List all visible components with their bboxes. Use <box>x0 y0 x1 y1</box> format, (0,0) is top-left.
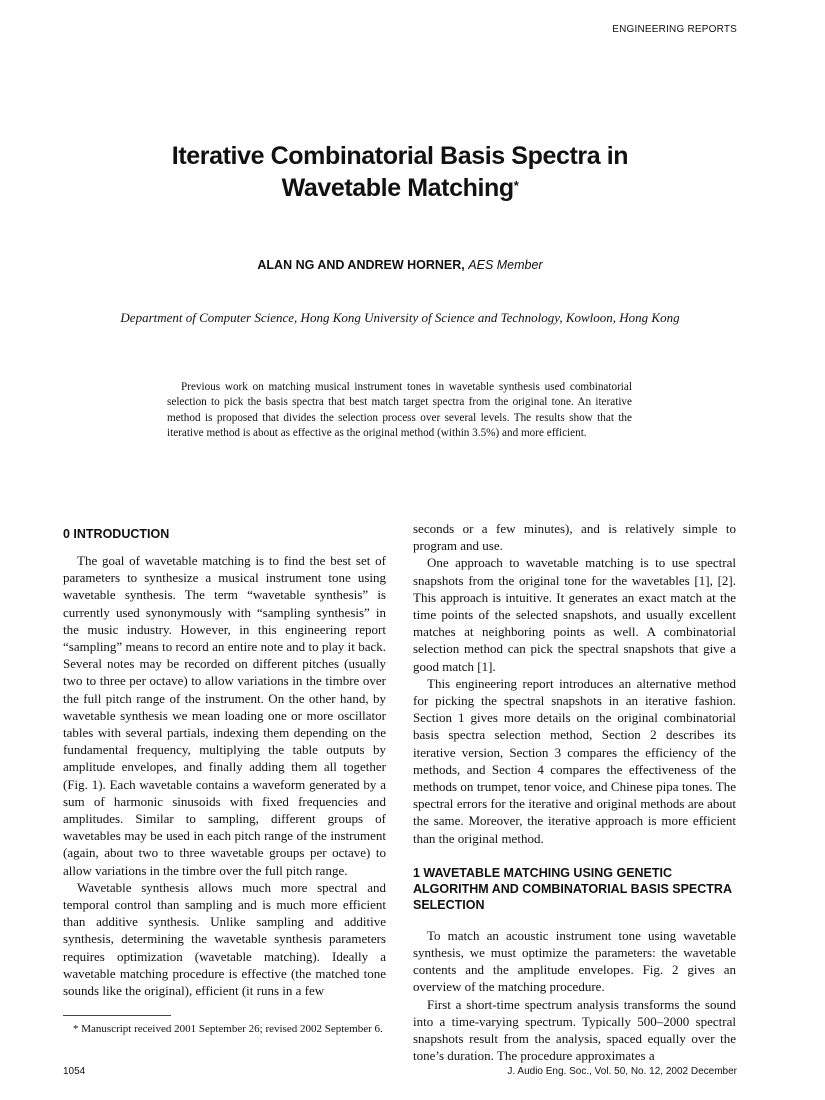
title-line-1: Iterative Combinatorial Basis Spectra in <box>171 142 629 170</box>
author-line <box>100 258 700 272</box>
title-line-2: Wavetable Matching <box>281 174 514 202</box>
body-paragraph: First a short-time spectrum analysis transforms the sound into a time-varying spectrum. Typically 500–2000 spectral snapshots result from the analysis, spaced equally over the tone’s duration. The procedure approximates a <box>413 996 736 1064</box>
right-column <box>413 520 736 1064</box>
footnote-divider <box>63 1015 171 1016</box>
body-paragraph: This engineering report introduces an alternative method for picking the spectral snapshots in an iterative fashion. Section 1 gives more details on the original combinatorial basis spectra selection method, Section 2 describes its iterative version, Section 3 compares the efficiency of the methods, and Section 4 compares the effectiveness of the methods on trumpet, tenor voice, and Chinese pipa tones. The spectral errors for the iterative and original methods are about the same. Moreover, the iterative approach is more efficient than the original method. <box>413 675 736 846</box>
section-heading-wavetable-matching: 1 WAVETABLE MATCHING USING GENETIC ALGORITHM AND COMBINATORIAL BASIS SPECTRA SELECTION <box>413 865 732 912</box>
running-head: ENGINEERING REPORTS <box>612 24 737 35</box>
affiliation: Department of Computer Science, Hong Kong University of Science and Technology, Kowloon, Hong Kong <box>120 310 680 325</box>
body-paragraph: To match an acoustic instrument tone using wavetable synthesis, we must optimize the parameters: the wavetable contents and the amplitude envelopes. Fig. 2 gives an overview of the matching procedure. <box>413 927 736 995</box>
paper-title <box>100 140 700 204</box>
page-number: 1054 <box>63 1066 86 1077</box>
author-membership: AES Member <box>468 258 543 272</box>
author-names: ALAN NG AND ANDREW HORNER, <box>257 258 465 272</box>
title-footnote-marker: * <box>513 178 519 193</box>
body-paragraph: Wavetable synthesis allows much more spectral and temporal control than sampling and is much more efficient than additive synthesis. Unlike sampling and additive synthesis, determining the wavetable synthesis parameters requires optimization (wavetable matching). Ideally a wavetable matching procedure is effective (the matched tone sounds like the original), efficient (it runs in a few <box>63 879 386 999</box>
section-heading-introduction: 0 INTRODUCTION <box>63 527 170 541</box>
footnote: * Manuscript received 2001 September 26; revised 2002 September 6. <box>73 1023 383 1035</box>
journal-citation: J. Audio Eng. Soc., Vol. 50, No. 12, 2002 December <box>507 1066 737 1077</box>
body-paragraph: One approach to wavetable matching is to use spectral snapshots from the original tone for the wavetables [1], [2]. This approach is intuitive. It generates an exact match at the time points of the selected snapshots, and usually excellent matches at neighboring points as well. A combinatorial selection method can pick the spectral snapshots that give a good match [1]. <box>413 555 736 674</box>
body-paragraph-continued: seconds or a few minutes), and is relatively simple to program and use. <box>413 521 736 554</box>
body-paragraph: The goal of wavetable matching is to find the best set of parameters to synthesize a musical instrument tone using wavetable synthesis. The term “wavetable synthesis” is currently used synonymously with “sampling synthesis” in the music industry. However, in this engineering report “sampling” means to record an entire note and to play it back. Several notes may be recorded on different pitches (usually two to three per octave) to allow variations in the timbre over the full pitch range of the instrument. On the other hand, by wavetable synthesis we mean loading one or more oscillator tables with several partials, indexing them depending on the fundamental frequency, multiplying the table outputs by amplitude envelopes, and finally adding them all together (Fig. 1). Each wavetable contains a waveform generated by a sum of harmonic sinusoids with fixed frequencies and amplitudes. Similar to sampling, different groups of wavetables may be used in each pitch range of the instrument (again, about two to three wavetable groups per octave) to allow variations in the timbre over the full pitch range. <box>63 553 386 878</box>
abstract: Previous work on matching musical instrument tones in wavetable synthesis used combinatorial selection to pick the basis spectra that best match target spectra from the original tone. An iterative method is proposed that divides the selection process over several levels. The results show that the iterative method is about as effective as the original method (within 3.5%) and more efficient. <box>167 381 632 440</box>
left-column <box>63 520 386 999</box>
